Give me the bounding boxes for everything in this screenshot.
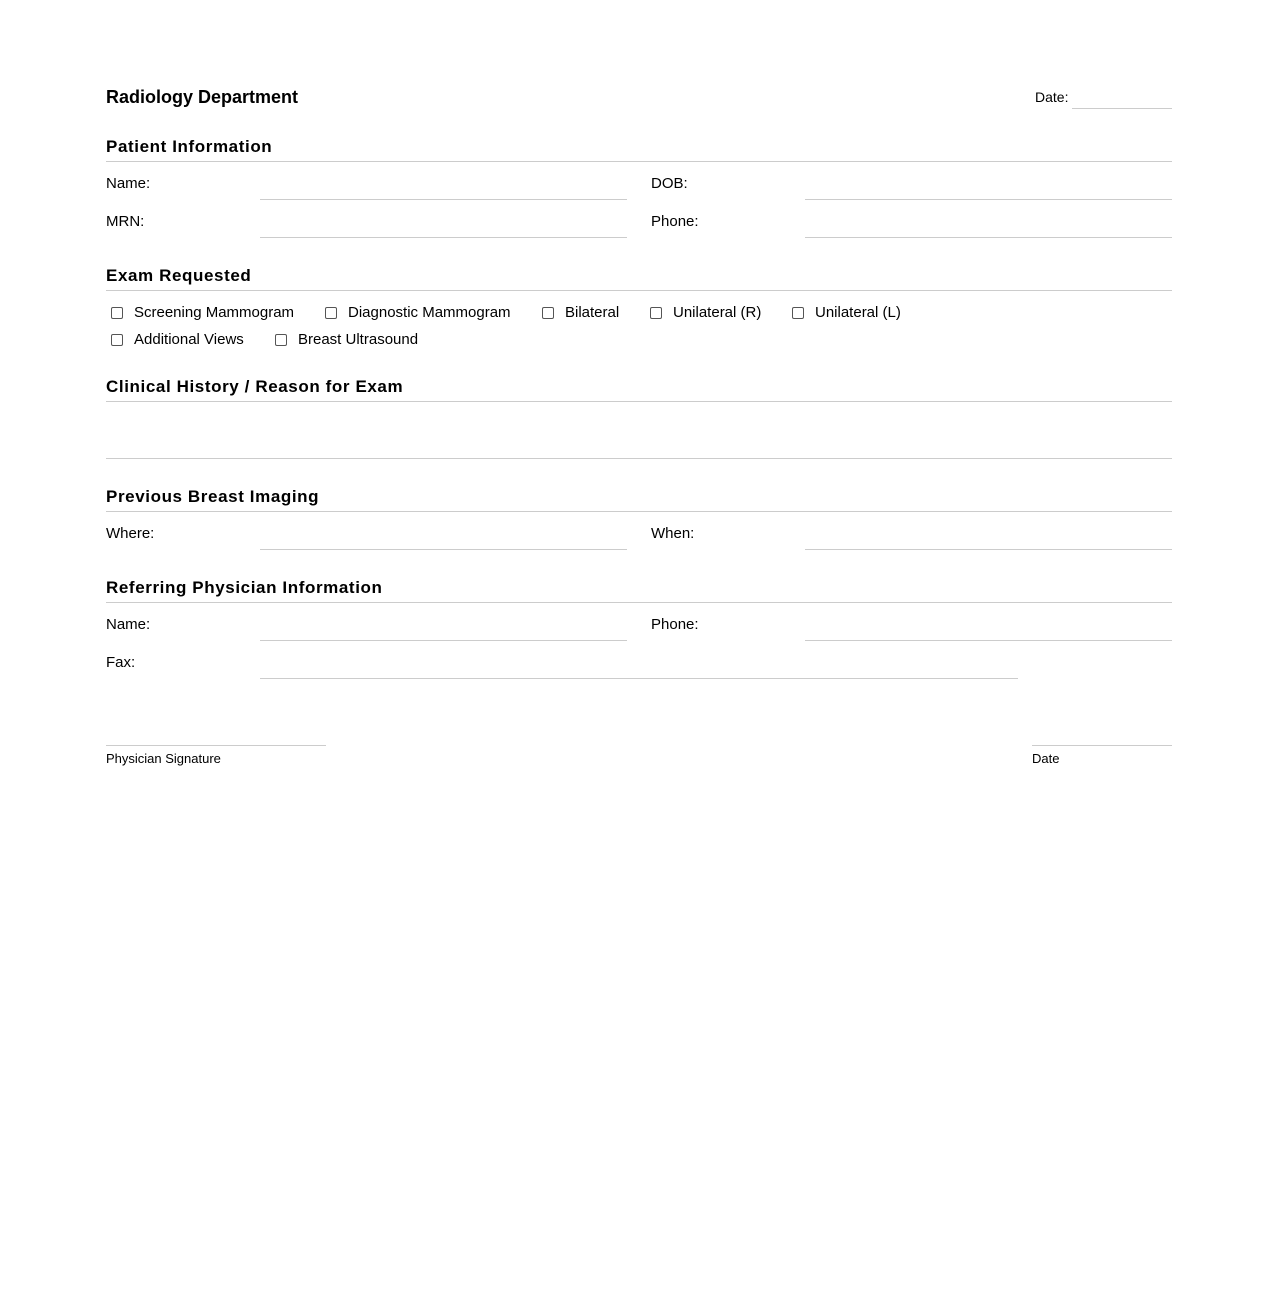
referring-name-label: Name: xyxy=(106,616,151,633)
patient-dob-field[interactable] xyxy=(805,199,1172,200)
referring-phone-field[interactable] xyxy=(805,640,1172,641)
patient-phone-field[interactable] xyxy=(805,237,1172,238)
checkbox[interactable] xyxy=(650,307,662,319)
checkbox[interactable] xyxy=(111,307,123,319)
checkbox-label: Screening Mammogram xyxy=(134,304,295,321)
section-divider xyxy=(106,401,1172,402)
section-divider xyxy=(106,290,1172,291)
previous-where-field[interactable] xyxy=(260,549,627,550)
exam-option-screening-mammogram[interactable] xyxy=(111,304,294,321)
page-title: Radiology Department xyxy=(106,87,299,107)
checkbox[interactable] xyxy=(792,307,804,319)
patient-dob-label: DOB: xyxy=(651,175,688,192)
clinical-history-field[interactable] xyxy=(106,403,1172,459)
patient-mrn-field[interactable] xyxy=(260,237,627,238)
previous-when-field[interactable] xyxy=(805,549,1172,550)
checkbox-label: Unilateral (R) xyxy=(673,304,762,321)
previous-where-label: Where: xyxy=(106,525,155,542)
patient-name-label: Name: xyxy=(106,175,151,192)
checkbox[interactable] xyxy=(275,334,287,346)
referring-name-field[interactable] xyxy=(260,640,627,641)
patient-mrn-label: MRN: xyxy=(106,213,145,230)
referring-fax-field[interactable] xyxy=(260,678,1018,679)
checkbox[interactable] xyxy=(111,334,123,346)
checkbox-label: Additional Views xyxy=(134,331,244,348)
checkbox[interactable] xyxy=(542,307,554,319)
section-divider xyxy=(106,602,1172,603)
previous-when-label: When: xyxy=(651,525,695,542)
section-heading-exam-requested: Exam Requested xyxy=(106,266,252,285)
checkbox-label: Bilateral xyxy=(565,304,620,321)
physician-signature-label: Physician Signature xyxy=(106,751,221,766)
exam-option-bilateral[interactable] xyxy=(542,304,619,321)
section-heading-referring-physician: Referring Physician Information xyxy=(106,578,383,597)
signature-date-field[interactable] xyxy=(1032,745,1172,746)
patient-name-field[interactable] xyxy=(260,199,627,200)
exam-option-diagnostic-mammogram[interactable] xyxy=(325,304,511,321)
exam-option-unilateral-l[interactable] xyxy=(792,304,901,321)
referring-fax-label: Fax: xyxy=(106,654,136,671)
checkbox-label: Breast Ultrasound xyxy=(298,331,419,348)
checkbox-label: Diagnostic Mammogram xyxy=(348,304,511,321)
exam-option-unilateral-r[interactable] xyxy=(650,304,761,321)
header-date-field[interactable] xyxy=(1072,108,1172,109)
header-date-label: Date: xyxy=(1035,89,1069,105)
checkbox-label: Unilateral (L) xyxy=(815,304,901,321)
exam-option-additional-views[interactable] xyxy=(111,331,244,348)
section-heading-previous-imaging: Previous Breast Imaging xyxy=(106,487,320,506)
checkbox[interactable] xyxy=(325,307,337,319)
section-heading-clinical-history: Clinical History / Reason for Exam xyxy=(106,377,404,396)
physician-signature-field[interactable] xyxy=(106,745,326,746)
signature-date-label: Date xyxy=(1032,751,1060,766)
section-divider xyxy=(106,161,1172,162)
exam-option-breast-ultrasound[interactable] xyxy=(275,331,418,348)
referring-phone-label: Phone: xyxy=(651,616,699,633)
section-divider xyxy=(106,511,1172,512)
section-heading-patient-information: Patient Information xyxy=(106,137,273,156)
patient-phone-label: Phone: xyxy=(651,213,699,230)
